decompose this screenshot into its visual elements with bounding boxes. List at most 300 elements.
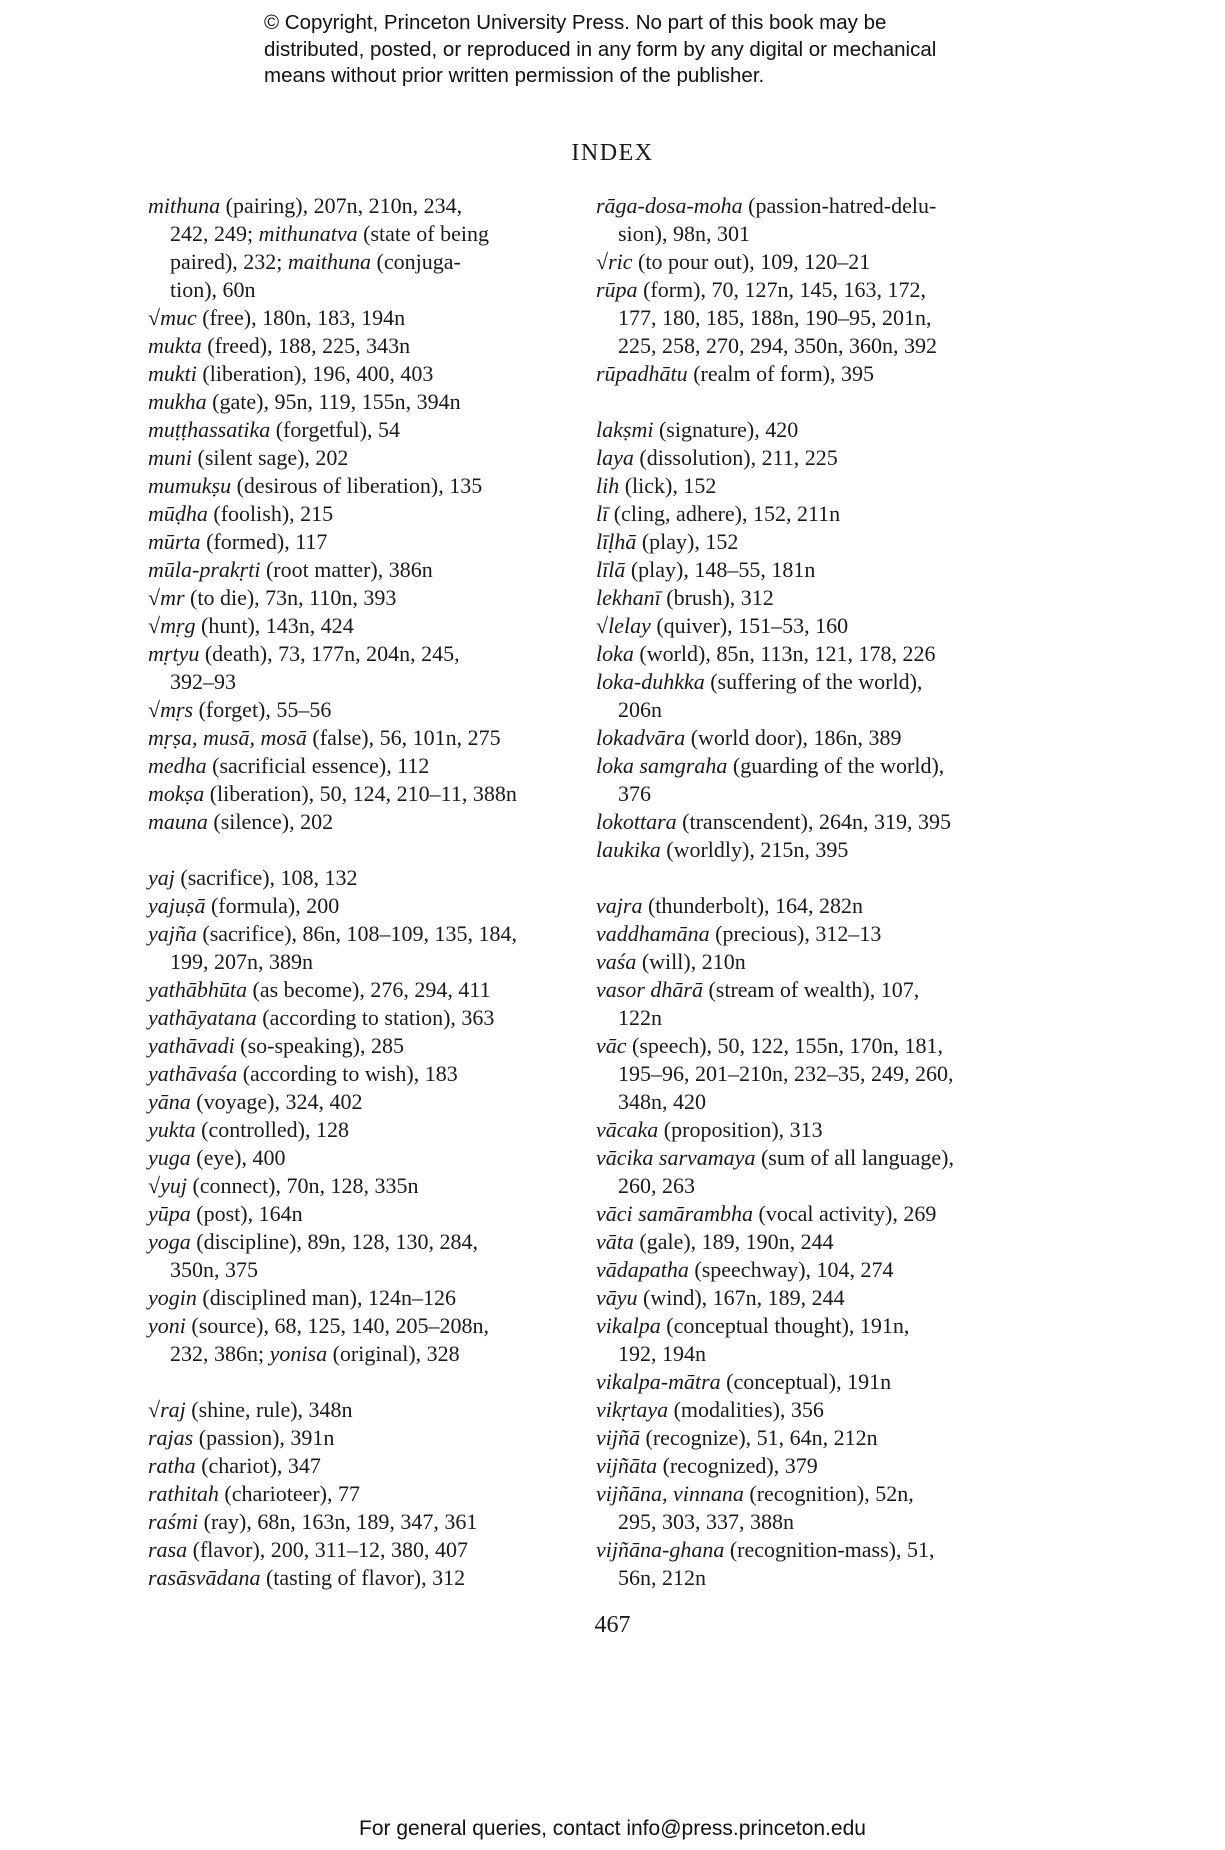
index-entry bbox=[148, 1396, 517, 1424]
index-entry bbox=[148, 416, 517, 444]
index-term: √raj bbox=[148, 1397, 186, 1422]
index-entry bbox=[596, 836, 954, 864]
index-entry-line bbox=[148, 360, 517, 388]
index-text: (recognition-mass), 51, bbox=[724, 1537, 935, 1562]
index-text: 225, 258, 270, 294, 350n, 360n, 392 bbox=[618, 333, 937, 358]
index-term: maithuna bbox=[287, 249, 372, 274]
index-term: vikalpa-mātra bbox=[596, 1369, 721, 1394]
index-entry-line bbox=[596, 444, 954, 472]
index-text: (conjuga- bbox=[371, 249, 461, 274]
index-text: (stream of wealth), 107, bbox=[702, 977, 920, 1002]
index-term: raśmi bbox=[148, 1509, 199, 1534]
index-entry bbox=[148, 1536, 517, 1564]
index-entry-line bbox=[596, 1396, 954, 1424]
index-entry bbox=[596, 1284, 954, 1312]
index-text: (play), 152 bbox=[636, 529, 739, 554]
index-entry-continuation bbox=[148, 1256, 517, 1284]
index-entry bbox=[596, 1228, 954, 1256]
index-term: mukti bbox=[148, 361, 197, 386]
index-term: mūḍha bbox=[148, 501, 208, 526]
index-entry-continuation bbox=[596, 780, 954, 808]
index-text: (precious), 312–13 bbox=[709, 921, 882, 946]
index-term: vajra bbox=[596, 893, 643, 918]
index-text: 392–93 bbox=[170, 669, 236, 694]
index-term: rasa bbox=[148, 1537, 188, 1562]
index-entry bbox=[148, 1172, 517, 1200]
index-entry-line bbox=[148, 724, 517, 752]
index-term: vādapatha bbox=[596, 1257, 689, 1282]
index-text: (gale), 189, 190n, 244 bbox=[633, 1229, 834, 1254]
index-term: muni bbox=[148, 445, 192, 470]
index-term: yogin bbox=[148, 1285, 197, 1310]
index-text: (to die), 73n, 110n, 393 bbox=[184, 585, 397, 610]
index-text: (brush), 312 bbox=[660, 585, 774, 610]
index-entry-line bbox=[596, 528, 954, 556]
index-entry-line bbox=[596, 892, 954, 920]
index-term: līlā bbox=[596, 557, 626, 582]
index-entry-line bbox=[596, 1536, 954, 1564]
index-term: muṭṭhassatika bbox=[148, 417, 271, 442]
index-text: 232, 386n; bbox=[170, 1341, 270, 1366]
index-entry bbox=[148, 696, 517, 724]
index-entry bbox=[148, 1032, 517, 1060]
index-entry-line bbox=[148, 1396, 517, 1424]
footer-contact: For general queries, contact info@press.princeton.edu bbox=[359, 1817, 866, 1840]
index-term: rajas bbox=[148, 1425, 194, 1450]
index-text: 260, 263 bbox=[618, 1173, 695, 1198]
index-entry bbox=[596, 1480, 954, 1536]
index-text: (recognition), 52n, bbox=[743, 1481, 914, 1506]
index-entry bbox=[596, 1452, 954, 1480]
index-term: loka samgraha bbox=[596, 753, 728, 778]
index-entry-line bbox=[596, 1116, 954, 1144]
index-entry-line bbox=[596, 1480, 954, 1508]
copyright-notice bbox=[264, 10, 1024, 90]
index-entry-continuation bbox=[596, 1340, 954, 1368]
index-text: (post), 164n bbox=[190, 1201, 303, 1226]
index-entry-line bbox=[148, 976, 517, 1004]
index-term: mokṣa bbox=[148, 781, 205, 806]
page-number: 467 bbox=[594, 1612, 631, 1638]
copyright-line: © Copyright, Princeton University Press. No part of this book may be bbox=[264, 11, 887, 34]
index-entry-line bbox=[148, 1536, 517, 1564]
index-entry-continuation bbox=[596, 220, 954, 248]
index-text: (free), 180n, 183, 194n bbox=[196, 305, 406, 330]
index-text: (signature), 420 bbox=[653, 417, 799, 442]
index-entry-continuation bbox=[148, 1340, 517, 1368]
index-entry bbox=[596, 556, 954, 584]
index-entry bbox=[596, 640, 954, 668]
index-entry bbox=[148, 528, 517, 556]
index-entry bbox=[596, 892, 954, 920]
index-text: (liberation), 50, 124, 210–11, 388n bbox=[204, 781, 517, 806]
index-entry-line bbox=[148, 388, 517, 416]
index-entry bbox=[148, 976, 517, 1004]
index-term: rūpadhātu bbox=[596, 361, 688, 386]
index-text: (source), 68, 125, 140, 205–208n, bbox=[185, 1313, 489, 1338]
index-entry bbox=[596, 192, 954, 248]
index-entry bbox=[148, 752, 517, 780]
index-text: (passion), 391n bbox=[193, 1425, 335, 1450]
index-entry-line bbox=[148, 752, 517, 780]
index-text: (conceptual), 191n bbox=[720, 1369, 892, 1394]
index-term: rathitah bbox=[148, 1481, 219, 1506]
index-text: (discipline), 89n, 128, 130, 284, bbox=[190, 1229, 478, 1254]
index-term: vācaka bbox=[596, 1117, 659, 1142]
index-entry-line bbox=[148, 892, 517, 920]
index-entry-line bbox=[596, 1200, 954, 1228]
index-entry bbox=[148, 920, 517, 976]
index-text: (conceptual thought), 191n, bbox=[660, 1313, 910, 1338]
index-term: vācika sarvamaya bbox=[596, 1145, 756, 1170]
index-text: tion), 60n bbox=[170, 277, 256, 302]
index-term: yathāvaśa bbox=[148, 1061, 238, 1086]
index-entry bbox=[596, 920, 954, 948]
index-text: (worldly), 215n, 395 bbox=[660, 837, 849, 862]
index-entry bbox=[596, 752, 954, 808]
index-text: (speech), 50, 122, 155n, 170n, 181, bbox=[626, 1033, 944, 1058]
index-entry bbox=[596, 1368, 954, 1396]
index-entry-line bbox=[596, 976, 954, 1004]
index-text: (play), 148–55, 181n bbox=[625, 557, 816, 582]
index-text: (passion-hatred-delu- bbox=[742, 193, 937, 218]
index-entry-line bbox=[596, 500, 954, 528]
index-text: (controlled), 128 bbox=[195, 1117, 350, 1142]
index-term: vijñā bbox=[596, 1425, 640, 1450]
index-text: (pairing), 207n, 210n, 234, bbox=[220, 193, 463, 218]
index-term: lī bbox=[596, 501, 609, 526]
index-text: (connect), 70n, 128, 335n bbox=[186, 1173, 419, 1198]
index-entry-line bbox=[148, 1452, 517, 1480]
index-entry-line bbox=[596, 416, 954, 444]
index-text: 195–96, 201–210n, 232–35, 249, 260, bbox=[618, 1061, 954, 1086]
index-entry-line bbox=[148, 696, 517, 724]
index-entry bbox=[596, 528, 954, 556]
index-text: 348n, 420 bbox=[618, 1089, 706, 1114]
index-entry-line bbox=[148, 612, 517, 640]
index-text: (suffering of the world), bbox=[704, 669, 923, 694]
index-entry bbox=[148, 500, 517, 528]
index-text: (formula), 200 bbox=[205, 893, 340, 918]
index-term: lih bbox=[596, 473, 620, 498]
index-entry-line bbox=[148, 192, 517, 220]
index-text: (state of being bbox=[357, 221, 489, 246]
index-term: yathāvadi bbox=[148, 1033, 235, 1058]
index-entry bbox=[148, 332, 517, 360]
index-entry-line bbox=[148, 1004, 517, 1032]
index-text: 350n, 375 bbox=[170, 1257, 258, 1282]
index-term: mukta bbox=[148, 333, 202, 358]
index-entry bbox=[596, 472, 954, 500]
index-entry-line bbox=[596, 1368, 954, 1396]
index-entry-line bbox=[596, 1312, 954, 1340]
index-text: (forget), 55–56 bbox=[193, 697, 332, 722]
index-entry-line bbox=[596, 1256, 954, 1284]
index-text: (formed), 117 bbox=[200, 529, 328, 554]
index-term: mauna bbox=[148, 809, 208, 834]
index-entry-line bbox=[148, 444, 517, 472]
index-term: mūla-prakṛti bbox=[148, 557, 261, 582]
index-text: (world door), 186n, 389 bbox=[685, 725, 902, 750]
index-entry-line bbox=[596, 472, 954, 500]
index-entry bbox=[148, 1116, 517, 1144]
index-text: paired), 232; bbox=[170, 249, 288, 274]
index-term: mṛṣa, musā, mosā bbox=[148, 725, 307, 750]
index-text: (silent sage), 202 bbox=[192, 445, 349, 470]
index-entry bbox=[148, 388, 517, 416]
index-entry-continuation bbox=[596, 1060, 954, 1088]
index-text: (original), 328 bbox=[327, 1341, 460, 1366]
index-entry bbox=[148, 1144, 517, 1172]
index-term: √mṛg bbox=[148, 613, 196, 638]
section-spacer bbox=[596, 864, 954, 892]
index-entry bbox=[596, 1256, 954, 1284]
index-entry bbox=[148, 192, 517, 304]
index-text: (world), 85n, 113n, 121, 178, 226 bbox=[633, 641, 936, 666]
index-term: vāc bbox=[596, 1033, 627, 1058]
index-text: (recognize), 51, 64n, 212n bbox=[640, 1425, 878, 1450]
index-entry-line bbox=[148, 1200, 517, 1228]
index-text: (foolish), 215 bbox=[207, 501, 334, 526]
index-text: (shine, rule), 348n bbox=[185, 1397, 353, 1422]
index-term: yūpa bbox=[148, 1201, 191, 1226]
index-entry bbox=[148, 724, 517, 752]
index-entry-continuation bbox=[596, 1564, 954, 1592]
index-entry-line bbox=[148, 416, 517, 444]
index-entry bbox=[596, 360, 954, 388]
index-entry-line bbox=[148, 1116, 517, 1144]
index-entry bbox=[596, 1116, 954, 1144]
index-entry-line bbox=[148, 1144, 517, 1172]
index-entry bbox=[148, 1228, 517, 1284]
index-text: (form), 70, 127n, 145, 163, 172, bbox=[637, 277, 926, 302]
index-term: √mṛs bbox=[148, 697, 194, 722]
index-entry bbox=[148, 444, 517, 472]
page-title: INDEX bbox=[571, 140, 654, 166]
index-entry-line bbox=[148, 1284, 517, 1312]
index-text: (as become), 276, 294, 411 bbox=[247, 977, 491, 1002]
index-column-right bbox=[596, 192, 954, 1592]
index-entry-line bbox=[148, 1564, 517, 1592]
index-term: rāga-dosa-moha bbox=[596, 193, 743, 218]
index-term: laukika bbox=[596, 837, 661, 862]
index-entry-line bbox=[596, 1144, 954, 1172]
index-term: mukha bbox=[148, 389, 207, 414]
index-term: mithuna bbox=[148, 193, 221, 218]
index-term: līḷhā bbox=[596, 529, 637, 554]
index-text: 242, 249; bbox=[170, 221, 259, 246]
index-entry-line bbox=[148, 1228, 517, 1256]
index-text: 376 bbox=[618, 781, 651, 806]
index-entry bbox=[596, 1424, 954, 1452]
index-entry bbox=[596, 668, 954, 724]
index-entry-line bbox=[148, 528, 517, 556]
index-term: vikṛtaya bbox=[596, 1397, 669, 1422]
index-text: (vocal activity), 269 bbox=[753, 1201, 937, 1226]
index-entry-line bbox=[148, 1480, 517, 1508]
index-entry-line bbox=[596, 612, 954, 640]
copyright-line: distributed, posted, or reproduced in any form by any digital or mechanical bbox=[264, 37, 937, 61]
index-entry-line bbox=[596, 668, 954, 696]
index-entry-line bbox=[596, 276, 954, 304]
index-term: vasor dhārā bbox=[596, 977, 703, 1002]
index-term: yukta bbox=[148, 1117, 196, 1142]
index-entry-continuation bbox=[596, 1172, 954, 1200]
index-text: (speechway), 104, 274 bbox=[688, 1257, 894, 1282]
index-text: (wind), 167n, 189, 244 bbox=[637, 1285, 845, 1310]
index-entry-line bbox=[148, 640, 517, 668]
index-entry-line bbox=[596, 920, 954, 948]
index-entry bbox=[596, 248, 954, 276]
index-entry-line bbox=[148, 304, 517, 332]
index-term: mumukṣu bbox=[148, 473, 232, 498]
index-text: (thunderbolt), 164, 282n bbox=[642, 893, 864, 918]
index-entry bbox=[596, 416, 954, 444]
section-spacer bbox=[148, 836, 517, 864]
index-entry bbox=[596, 276, 954, 360]
index-text: (transcendent), 264n, 319, 395 bbox=[676, 809, 951, 834]
index-term: yajña bbox=[148, 921, 197, 946]
index-term: mūrta bbox=[148, 529, 201, 554]
index-text: 199, 207n, 389n bbox=[170, 949, 313, 974]
index-entry-line bbox=[148, 332, 517, 360]
index-entry bbox=[148, 808, 517, 836]
index-term: rasāsvādana bbox=[148, 1565, 261, 1590]
index-text: (will), 210n bbox=[636, 949, 746, 974]
index-term: vijñāna-ghana bbox=[596, 1537, 725, 1562]
index-term: yāna bbox=[148, 1089, 191, 1114]
index-entry-continuation bbox=[148, 668, 517, 696]
index-entry-line bbox=[596, 640, 954, 668]
index-term: yajuṣā bbox=[148, 893, 206, 918]
index-text: 122n bbox=[618, 1005, 662, 1030]
index-entry bbox=[148, 1060, 517, 1088]
index-term: yuga bbox=[148, 1145, 191, 1170]
index-entry-line bbox=[148, 920, 517, 948]
index-text: (hunt), 143n, 424 bbox=[195, 613, 354, 638]
index-entry bbox=[148, 892, 517, 920]
index-entry bbox=[148, 1508, 517, 1536]
copyright-line: means without prior written permission of the publisher. bbox=[264, 64, 765, 87]
index-column-left bbox=[148, 192, 517, 1592]
index-entry bbox=[148, 640, 517, 696]
index-term: vāyu bbox=[596, 1285, 638, 1310]
index-term: ratha bbox=[148, 1453, 196, 1478]
index-entry bbox=[596, 584, 954, 612]
index-term: lakṣmi bbox=[596, 417, 654, 442]
index-text: (silence), 202 bbox=[207, 809, 334, 834]
index-entry bbox=[148, 1200, 517, 1228]
index-text: (liberation), 196, 400, 403 bbox=[196, 361, 434, 386]
index-entry-line bbox=[596, 1032, 954, 1060]
index-entry-line bbox=[148, 1508, 517, 1536]
index-entry-line bbox=[596, 948, 954, 976]
index-entry bbox=[148, 304, 517, 332]
index-text: (ray), 68n, 163n, 189, 347, 361 bbox=[198, 1509, 478, 1534]
index-text: 56n, 212n bbox=[618, 1565, 706, 1590]
index-text: (according to wish), 183 bbox=[237, 1061, 458, 1086]
index-text: (gate), 95n, 119, 155n, 394n bbox=[206, 389, 461, 414]
index-entry bbox=[148, 1564, 517, 1592]
index-entry bbox=[148, 472, 517, 500]
index-text: (to pour out), 109, 120–21 bbox=[632, 249, 871, 274]
index-entry-continuation bbox=[596, 1004, 954, 1032]
index-entry bbox=[596, 1312, 954, 1368]
index-entry-line bbox=[596, 1424, 954, 1452]
index-entry-continuation bbox=[596, 332, 954, 360]
index-term: yonisa bbox=[269, 1341, 328, 1366]
index-text: (desirous of liberation), 135 bbox=[231, 473, 483, 498]
index-text: (freed), 188, 225, 343n bbox=[201, 333, 411, 358]
index-entry bbox=[148, 1004, 517, 1032]
index-term: vikalpa bbox=[596, 1313, 661, 1338]
index-term: loka-duhkka bbox=[596, 669, 705, 694]
index-text: (realm of form), 395 bbox=[687, 361, 875, 386]
index-entry bbox=[148, 360, 517, 388]
index-term: yoni bbox=[148, 1313, 186, 1338]
index-entry-line bbox=[148, 472, 517, 500]
index-entry bbox=[148, 556, 517, 584]
index-text: (sacrifice), 108, 132 bbox=[174, 865, 358, 890]
index-entry-line bbox=[596, 1228, 954, 1256]
section-spacer bbox=[596, 388, 954, 416]
index-entry-continuation bbox=[148, 948, 517, 976]
index-entry-line bbox=[148, 556, 517, 584]
index-text: (lick), 152 bbox=[619, 473, 717, 498]
index-entry-line bbox=[596, 192, 954, 220]
index-text: (recognized), 379 bbox=[657, 1453, 818, 1478]
index-text: (eye), 400 bbox=[190, 1145, 286, 1170]
index-entry bbox=[148, 1312, 517, 1368]
index-entry bbox=[596, 444, 954, 472]
index-entry-line bbox=[148, 584, 517, 612]
index-term: vāci samārambha bbox=[596, 1201, 754, 1226]
index-entry bbox=[596, 948, 954, 976]
index-entry-continuation bbox=[148, 276, 517, 304]
index-entry bbox=[596, 1144, 954, 1200]
section-spacer bbox=[148, 1368, 517, 1396]
index-text: (cling, adhere), 152, 211n bbox=[608, 501, 841, 526]
index-text: (flavor), 200, 311–12, 380, 407 bbox=[187, 1537, 468, 1562]
index-term: yoga bbox=[148, 1229, 191, 1254]
index-text: (sacrificial essence), 112 bbox=[206, 753, 430, 778]
index-term: vijñāta bbox=[596, 1453, 658, 1478]
index-term: laya bbox=[596, 445, 634, 470]
index-term: lokadvāra bbox=[596, 725, 686, 750]
index-text: (so-speaking), 285 bbox=[234, 1033, 405, 1058]
index-entry-line bbox=[148, 780, 517, 808]
index-entry bbox=[148, 1284, 517, 1312]
index-term: vaśa bbox=[596, 949, 637, 974]
index-entry bbox=[596, 976, 954, 1032]
index-text: (sacrifice), 86n, 108–109, 135, 184, bbox=[196, 921, 518, 946]
index-entry-line bbox=[596, 836, 954, 864]
index-entry-line bbox=[596, 584, 954, 612]
index-term: rūpa bbox=[596, 277, 638, 302]
index-term: mṛtyu bbox=[148, 641, 200, 666]
index-term: yaj bbox=[148, 865, 175, 890]
index-entry bbox=[596, 500, 954, 528]
index-text: (modalities), 356 bbox=[668, 1397, 824, 1422]
index-entry bbox=[148, 612, 517, 640]
index-text: (sum of all language), bbox=[755, 1145, 955, 1170]
index-term: √lelay bbox=[596, 613, 651, 638]
index-text: 177, 180, 185, 188n, 190–95, 201n, bbox=[618, 305, 932, 330]
index-entry bbox=[596, 1032, 954, 1116]
index-term: √mr bbox=[148, 585, 185, 610]
index-text: (dissolution), 211, 225 bbox=[633, 445, 838, 470]
index-entry-line bbox=[596, 1284, 954, 1312]
